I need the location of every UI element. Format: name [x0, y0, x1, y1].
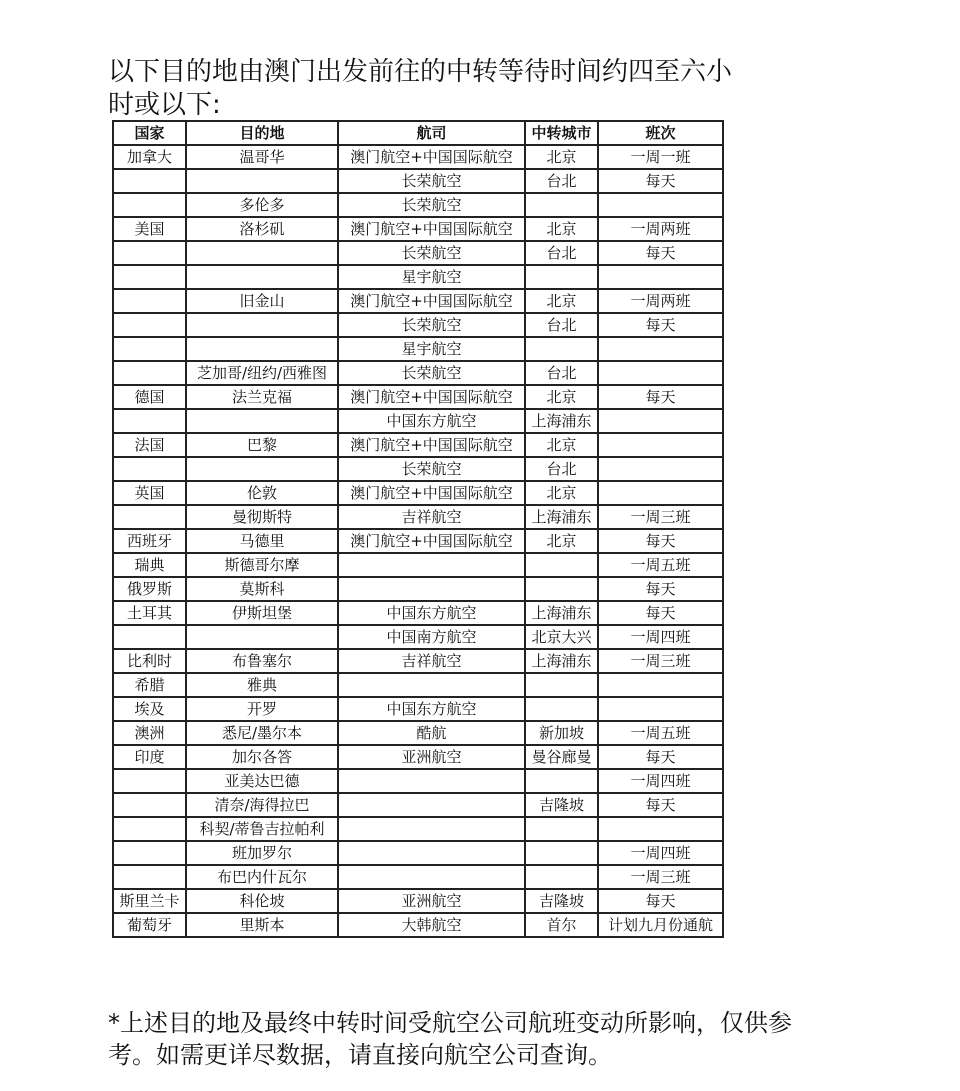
- cell-country: [113, 361, 186, 385]
- cell-country: 俄罗斯: [113, 577, 186, 601]
- cell-transit-city: [525, 337, 598, 361]
- cell-country: [113, 289, 186, 313]
- cell-destination: 洛杉矶: [186, 217, 338, 241]
- cell-destination: [186, 313, 338, 337]
- cell-airline: 吉祥航空: [338, 505, 525, 529]
- cell-airline: 吉祥航空: [338, 649, 525, 673]
- cell-airline: 中国南方航空: [338, 625, 525, 649]
- cell-airline: [338, 769, 525, 793]
- cell-transit-city: 上海浦东: [525, 505, 598, 529]
- cell-transit-city: [525, 769, 598, 793]
- cell-destination: 加尔各答: [186, 745, 338, 769]
- cell-airline: 长荣航空: [338, 169, 525, 193]
- cell-country: 埃及: [113, 697, 186, 721]
- table-row: [113, 241, 723, 265]
- cell-transit-city: 上海浦东: [525, 649, 598, 673]
- table-row: [113, 673, 723, 697]
- cell-destination: [186, 337, 338, 361]
- header-airline: 航司: [338, 121, 525, 145]
- cell-frequency: [598, 673, 723, 697]
- cell-country: 土耳其: [113, 601, 186, 625]
- cell-airline: 澳门航空+中国国际航空: [338, 385, 525, 409]
- cell-country: 斯里兰卡: [113, 889, 186, 913]
- cell-transit-city: 北京: [525, 385, 598, 409]
- cell-airline: [338, 673, 525, 697]
- cell-destination: 芝加哥/纽约/西雅图: [186, 361, 338, 385]
- cell-destination: [186, 457, 338, 481]
- cell-frequency: 每天: [598, 577, 723, 601]
- cell-airline: 澳门航空+中国国际航空: [338, 433, 525, 457]
- footnote-line-1: *上述目的地及最终中转时间受航空公司航班变动所影响，仅供参: [108, 1009, 792, 1037]
- cell-frequency: 每天: [598, 241, 723, 265]
- table-row: [113, 145, 723, 169]
- cell-destination: 开罗: [186, 697, 338, 721]
- cell-frequency: 每天: [598, 745, 723, 769]
- cell-frequency: [598, 361, 723, 385]
- cell-destination: 布鲁塞尔: [186, 649, 338, 673]
- cell-country: 英国: [113, 481, 186, 505]
- cell-transit-city: [525, 817, 598, 841]
- cell-frequency: [598, 817, 723, 841]
- cell-country: 法国: [113, 433, 186, 457]
- cell-frequency: 一周三班: [598, 505, 723, 529]
- cell-frequency: 每天: [598, 601, 723, 625]
- cell-frequency: 一周三班: [598, 649, 723, 673]
- cell-airline: 中国东方航空: [338, 409, 525, 433]
- cell-destination: [186, 241, 338, 265]
- cell-airline: [338, 553, 525, 577]
- cell-destination: 科伦坡: [186, 889, 338, 913]
- cell-country: [113, 817, 186, 841]
- table-row: [113, 577, 723, 601]
- cell-transit-city: 上海浦东: [525, 601, 598, 625]
- cell-frequency: [598, 409, 723, 433]
- cell-transit-city: 曼谷廊曼: [525, 745, 598, 769]
- cell-frequency: [598, 457, 723, 481]
- cell-destination: [186, 625, 338, 649]
- cell-frequency: 每天: [598, 313, 723, 337]
- cell-transit-city: 上海浦东: [525, 409, 598, 433]
- cell-transit-city: 台北: [525, 361, 598, 385]
- cell-transit-city: 北京: [525, 481, 598, 505]
- cell-airline: 澳门航空+中国国际航空: [338, 529, 525, 553]
- cell-destination: 温哥华: [186, 145, 338, 169]
- cell-destination: 悉尼/墨尔本: [186, 721, 338, 745]
- cell-destination: 斯德哥尔摩: [186, 553, 338, 577]
- cell-transit-city: [525, 577, 598, 601]
- heading-line-1: 以下目的地由澳门出发前往的中转等待时间约四至六小: [108, 57, 733, 87]
- cell-transit-city: [525, 265, 598, 289]
- cell-airline: [338, 577, 525, 601]
- cell-transit-city: [525, 673, 598, 697]
- cell-destination: 清奈/海得拉巴: [186, 793, 338, 817]
- cell-destination: 科契/蒂鲁吉拉帕利: [186, 817, 338, 841]
- cell-airline: 澳门航空+中国国际航空: [338, 289, 525, 313]
- cell-transit-city: 台北: [525, 169, 598, 193]
- cell-destination: 曼彻斯特: [186, 505, 338, 529]
- cell-airline: 澳门航空+中国国际航空: [338, 217, 525, 241]
- table-row: [113, 721, 723, 745]
- cell-airline: [338, 793, 525, 817]
- cell-destination: 马德里: [186, 529, 338, 553]
- cell-airline: 中国东方航空: [338, 601, 525, 625]
- cell-destination: 旧金山: [186, 289, 338, 313]
- cell-frequency: [598, 433, 723, 457]
- cell-country: [113, 241, 186, 265]
- cell-transit-city: 首尔: [525, 913, 598, 937]
- cell-transit-city: [525, 193, 598, 217]
- table-row: [113, 745, 723, 769]
- cell-frequency: [598, 481, 723, 505]
- heading-line-2: 时或以下:: [108, 90, 221, 120]
- cell-transit-city: 北京: [525, 289, 598, 313]
- cell-transit-city: 台北: [525, 457, 598, 481]
- cell-frequency: 每天: [598, 793, 723, 817]
- cell-airline: 亚洲航空: [338, 889, 525, 913]
- table-row: [113, 553, 723, 577]
- cell-country: [113, 193, 186, 217]
- cell-transit-city: 台北: [525, 313, 598, 337]
- table-row: [113, 889, 723, 913]
- header-destination: 目的地: [186, 121, 338, 145]
- footnote-line-2: 考。如需更详尽数据，请直接向航空公司查询。: [108, 1041, 612, 1069]
- cell-frequency: 一周四班: [598, 769, 723, 793]
- cell-destination: 雅典: [186, 673, 338, 697]
- cell-country: 印度: [113, 745, 186, 769]
- cell-airline: 澳门航空+中国国际航空: [338, 145, 525, 169]
- cell-country: 美国: [113, 217, 186, 241]
- cell-destination: 法兰克福: [186, 385, 338, 409]
- cell-destination: 伊斯坦堡: [186, 601, 338, 625]
- cell-airline: 大韩航空: [338, 913, 525, 937]
- table-row: [113, 409, 723, 433]
- cell-country: 德国: [113, 385, 186, 409]
- table-row: [113, 217, 723, 241]
- cell-country: [113, 769, 186, 793]
- cell-airline: 长荣航空: [338, 193, 525, 217]
- cell-country: [113, 793, 186, 817]
- cell-airline: 澳门航空+中国国际航空: [338, 481, 525, 505]
- cell-destination: [186, 169, 338, 193]
- cell-country: [113, 505, 186, 529]
- table-row: [113, 481, 723, 505]
- cell-airline: 中国东方航空: [338, 697, 525, 721]
- cell-country: [113, 841, 186, 865]
- header-country: 国家: [113, 121, 186, 145]
- cell-airline: 长荣航空: [338, 241, 525, 265]
- table-row: [113, 769, 723, 793]
- cell-airline: 星宇航空: [338, 337, 525, 361]
- cell-frequency: [598, 193, 723, 217]
- cell-transit-city: 新加坡: [525, 721, 598, 745]
- cell-country: [113, 625, 186, 649]
- cell-frequency: 一周一班: [598, 145, 723, 169]
- cell-airline: 长荣航空: [338, 457, 525, 481]
- cell-frequency: [598, 265, 723, 289]
- cell-transit-city: 北京: [525, 145, 598, 169]
- table-header-row: [113, 121, 723, 145]
- table-row: [113, 649, 723, 673]
- cell-frequency: 一周四班: [598, 625, 723, 649]
- cell-airline: 亚洲航空: [338, 745, 525, 769]
- cell-transit-city: [525, 865, 598, 889]
- cell-destination: 巴黎: [186, 433, 338, 457]
- cell-destination: 伦敦: [186, 481, 338, 505]
- cell-destination: 莫斯科: [186, 577, 338, 601]
- cell-frequency: 一周四班: [598, 841, 723, 865]
- table-row: [113, 529, 723, 553]
- table-row: [113, 457, 723, 481]
- cell-frequency: [598, 337, 723, 361]
- destination-table: [112, 120, 724, 938]
- cell-destination: [186, 265, 338, 289]
- cell-frequency: 每天: [598, 169, 723, 193]
- cell-country: 葡萄牙: [113, 913, 186, 937]
- cell-country: 希腊: [113, 673, 186, 697]
- cell-country: [113, 265, 186, 289]
- cell-destination: 多伦多: [186, 193, 338, 217]
- cell-transit-city: 北京: [525, 529, 598, 553]
- cell-frequency: 每天: [598, 385, 723, 409]
- cell-frequency: 一周五班: [598, 553, 723, 577]
- cell-country: 瑞典: [113, 553, 186, 577]
- cell-airline: [338, 841, 525, 865]
- cell-frequency: 一周两班: [598, 289, 723, 313]
- cell-airline: 长荣航空: [338, 361, 525, 385]
- cell-transit-city: 吉隆坡: [525, 889, 598, 913]
- cell-frequency: 一周两班: [598, 217, 723, 241]
- cell-frequency: 一周三班: [598, 865, 723, 889]
- cell-airline: 长荣航空: [338, 313, 525, 337]
- table-body: [113, 145, 723, 937]
- table-row: [113, 793, 723, 817]
- header-frequency: 班次: [598, 121, 723, 145]
- table-row: [113, 817, 723, 841]
- cell-destination: 布巴内什瓦尔: [186, 865, 338, 889]
- table-row: [113, 337, 723, 361]
- cell-destination: 班加罗尔: [186, 841, 338, 865]
- cell-destination: 亚美达巴德: [186, 769, 338, 793]
- table-row: [113, 265, 723, 289]
- page-heading: [108, 56, 828, 122]
- cell-transit-city: 北京: [525, 433, 598, 457]
- cell-transit-city: [525, 697, 598, 721]
- cell-frequency: 每天: [598, 889, 723, 913]
- cell-airline: [338, 817, 525, 841]
- cell-country: 比利时: [113, 649, 186, 673]
- cell-country: [113, 457, 186, 481]
- cell-transit-city: 北京: [525, 217, 598, 241]
- table-row: [113, 697, 723, 721]
- cell-destination: [186, 409, 338, 433]
- table-row: [113, 865, 723, 889]
- cell-airline: 酷航: [338, 721, 525, 745]
- cell-country: [113, 409, 186, 433]
- cell-country: [113, 313, 186, 337]
- table-row: [113, 601, 723, 625]
- cell-transit-city: 台北: [525, 241, 598, 265]
- table-row: [113, 361, 723, 385]
- cell-frequency: 一周五班: [598, 721, 723, 745]
- cell-country: 澳洲: [113, 721, 186, 745]
- footnote: [108, 1007, 928, 1071]
- cell-transit-city: [525, 553, 598, 577]
- table-row: [113, 913, 723, 937]
- table-row: [113, 433, 723, 457]
- table-row: [113, 289, 723, 313]
- cell-airline: 星宇航空: [338, 265, 525, 289]
- cell-country: [113, 169, 186, 193]
- cell-country: [113, 337, 186, 361]
- cell-frequency: [598, 697, 723, 721]
- cell-frequency: 计划九月份通航: [598, 913, 723, 937]
- table-row: [113, 313, 723, 337]
- table-row: [113, 625, 723, 649]
- cell-frequency: 每天: [598, 529, 723, 553]
- table-row: [113, 169, 723, 193]
- cell-transit-city: [525, 841, 598, 865]
- table-row: [113, 193, 723, 217]
- header-transit-city: 中转城市: [525, 121, 598, 145]
- cell-transit-city: 吉隆坡: [525, 793, 598, 817]
- table-row: [113, 841, 723, 865]
- cell-country: 加拿大: [113, 145, 186, 169]
- table-row: [113, 505, 723, 529]
- table-row: [113, 385, 723, 409]
- cell-country: [113, 865, 186, 889]
- cell-country: 西班牙: [113, 529, 186, 553]
- cell-airline: [338, 865, 525, 889]
- cell-transit-city: 北京大兴: [525, 625, 598, 649]
- cell-destination: 里斯本: [186, 913, 338, 937]
